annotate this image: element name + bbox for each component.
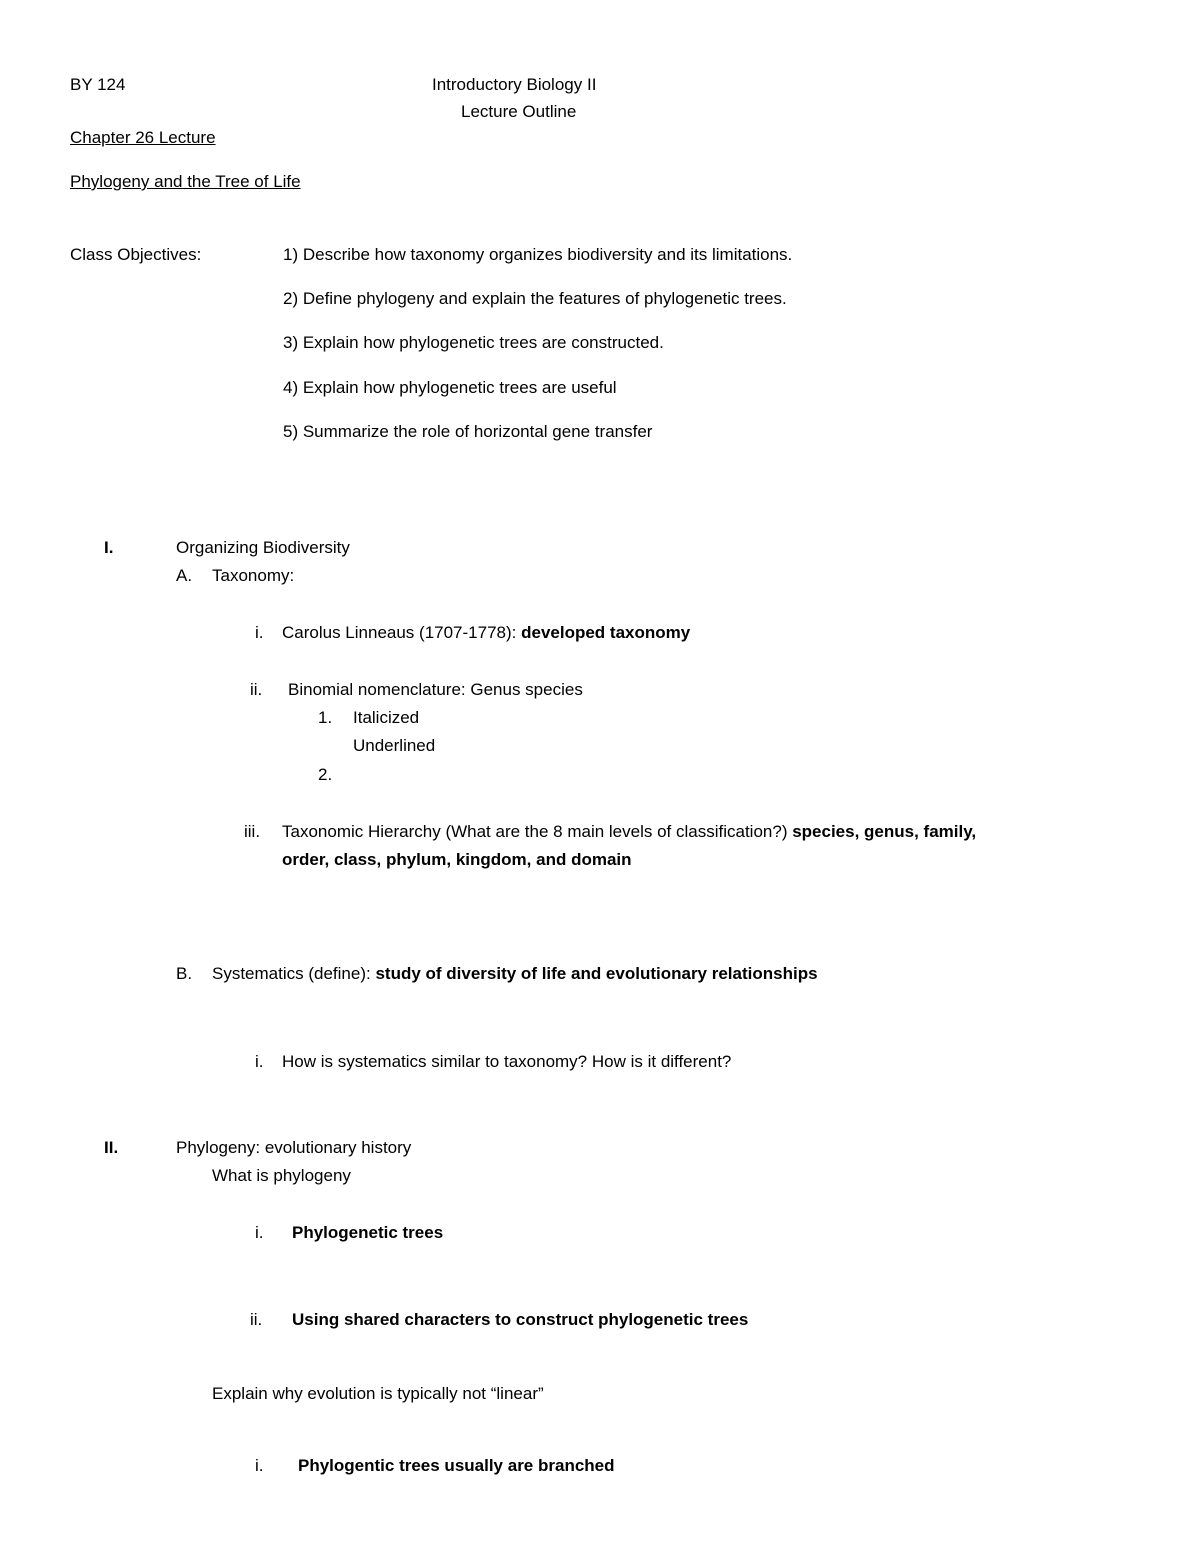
objective-item: 3) Explain how phylogenetic trees are constructed. <box>283 333 664 352</box>
item-i-answer: developed taxonomy <box>521 623 691 642</box>
section-2-i-marker: i. <box>255 1223 264 1242</box>
course-title: Introductory Biology II <box>432 75 597 94</box>
item-i-text <box>282 622 690 644</box>
section-2-question: Explain why evolution is typically not “linear” <box>212 1384 544 1403</box>
objective-item: 4) Explain how phylogenetic trees are useful <box>283 378 617 397</box>
subsection-b-i-text: How is systematics similar to taxonomy? How is it different? <box>282 1052 732 1071</box>
item-ii-marker: ii. <box>250 680 263 699</box>
section-2-numeral: II. <box>104 1138 119 1157</box>
subsection-b-text <box>212 963 818 985</box>
subsection-a-title: Taxonomy: <box>212 566 295 585</box>
topic-heading: Phylogeny and the Tree of Life <box>70 172 301 191</box>
objective-item: 5) Summarize the role of horizontal gene transfer <box>283 422 653 441</box>
section-2-title: Phylogeny: evolutionary history <box>176 1138 412 1157</box>
subsection-b-i-marker: i. <box>255 1052 264 1071</box>
objectives-label: Class Objectives: <box>70 245 202 264</box>
item-i-plain: Carolus Linneaus (1707-1778): <box>282 623 522 642</box>
section-2-ii-marker: ii. <box>250 1310 263 1329</box>
objective-item: 1) Describe how taxonomy organizes biodiversity and its limitations. <box>283 245 793 264</box>
section-2-subtitle: What is phylogeny <box>212 1166 351 1185</box>
subsection-b-plain: Systematics (define): <box>212 964 376 983</box>
subsection-b-marker: B. <box>176 964 193 983</box>
section-1-numeral: I. <box>104 538 114 557</box>
item-ii-text: Binomial nomenclature: Genus species <box>288 680 583 699</box>
section-2-i2-text: Phylogentic trees usually are branched <box>298 1456 615 1475</box>
item-iii-marker: iii. <box>244 822 261 841</box>
subsection-a-marker: A. <box>176 566 193 585</box>
section-1-title: Organizing Biodiversity <box>176 538 350 557</box>
section-2-i2-marker: i. <box>255 1456 264 1475</box>
item-iii-text <box>282 821 976 843</box>
section-2-ii-text: Using shared characters to construct phylogenetic trees <box>292 1310 749 1329</box>
item-i-marker: i. <box>255 623 264 642</box>
item-ii-2-marker: 2. <box>318 765 333 784</box>
section-2-i-text: Phylogenetic trees <box>292 1223 444 1242</box>
objective-item: 2) Define phylogeny and explain the features of phylogenetic trees. <box>283 289 787 308</box>
course-code: BY 124 <box>70 75 126 94</box>
item-iii-answer-2: order, class, phylum, kingdom, and domain <box>282 850 632 869</box>
item-ii-1-marker: 1. <box>318 708 333 727</box>
item-ii-1-text: Italicized <box>353 708 420 727</box>
item-iii-plain: Taxonomic Hierarchy (What are the 8 main levels of classification?) <box>282 822 793 841</box>
document-type: Lecture Outline <box>461 102 577 121</box>
chapter-heading: Chapter 26 Lecture <box>70 128 216 147</box>
item-ii-1b-text: Underlined <box>353 736 436 755</box>
subsection-b-answer: study of diversity of life and evolutionary relationships <box>375 964 818 983</box>
item-iii-answer-1: species, genus, family, <box>792 822 977 841</box>
